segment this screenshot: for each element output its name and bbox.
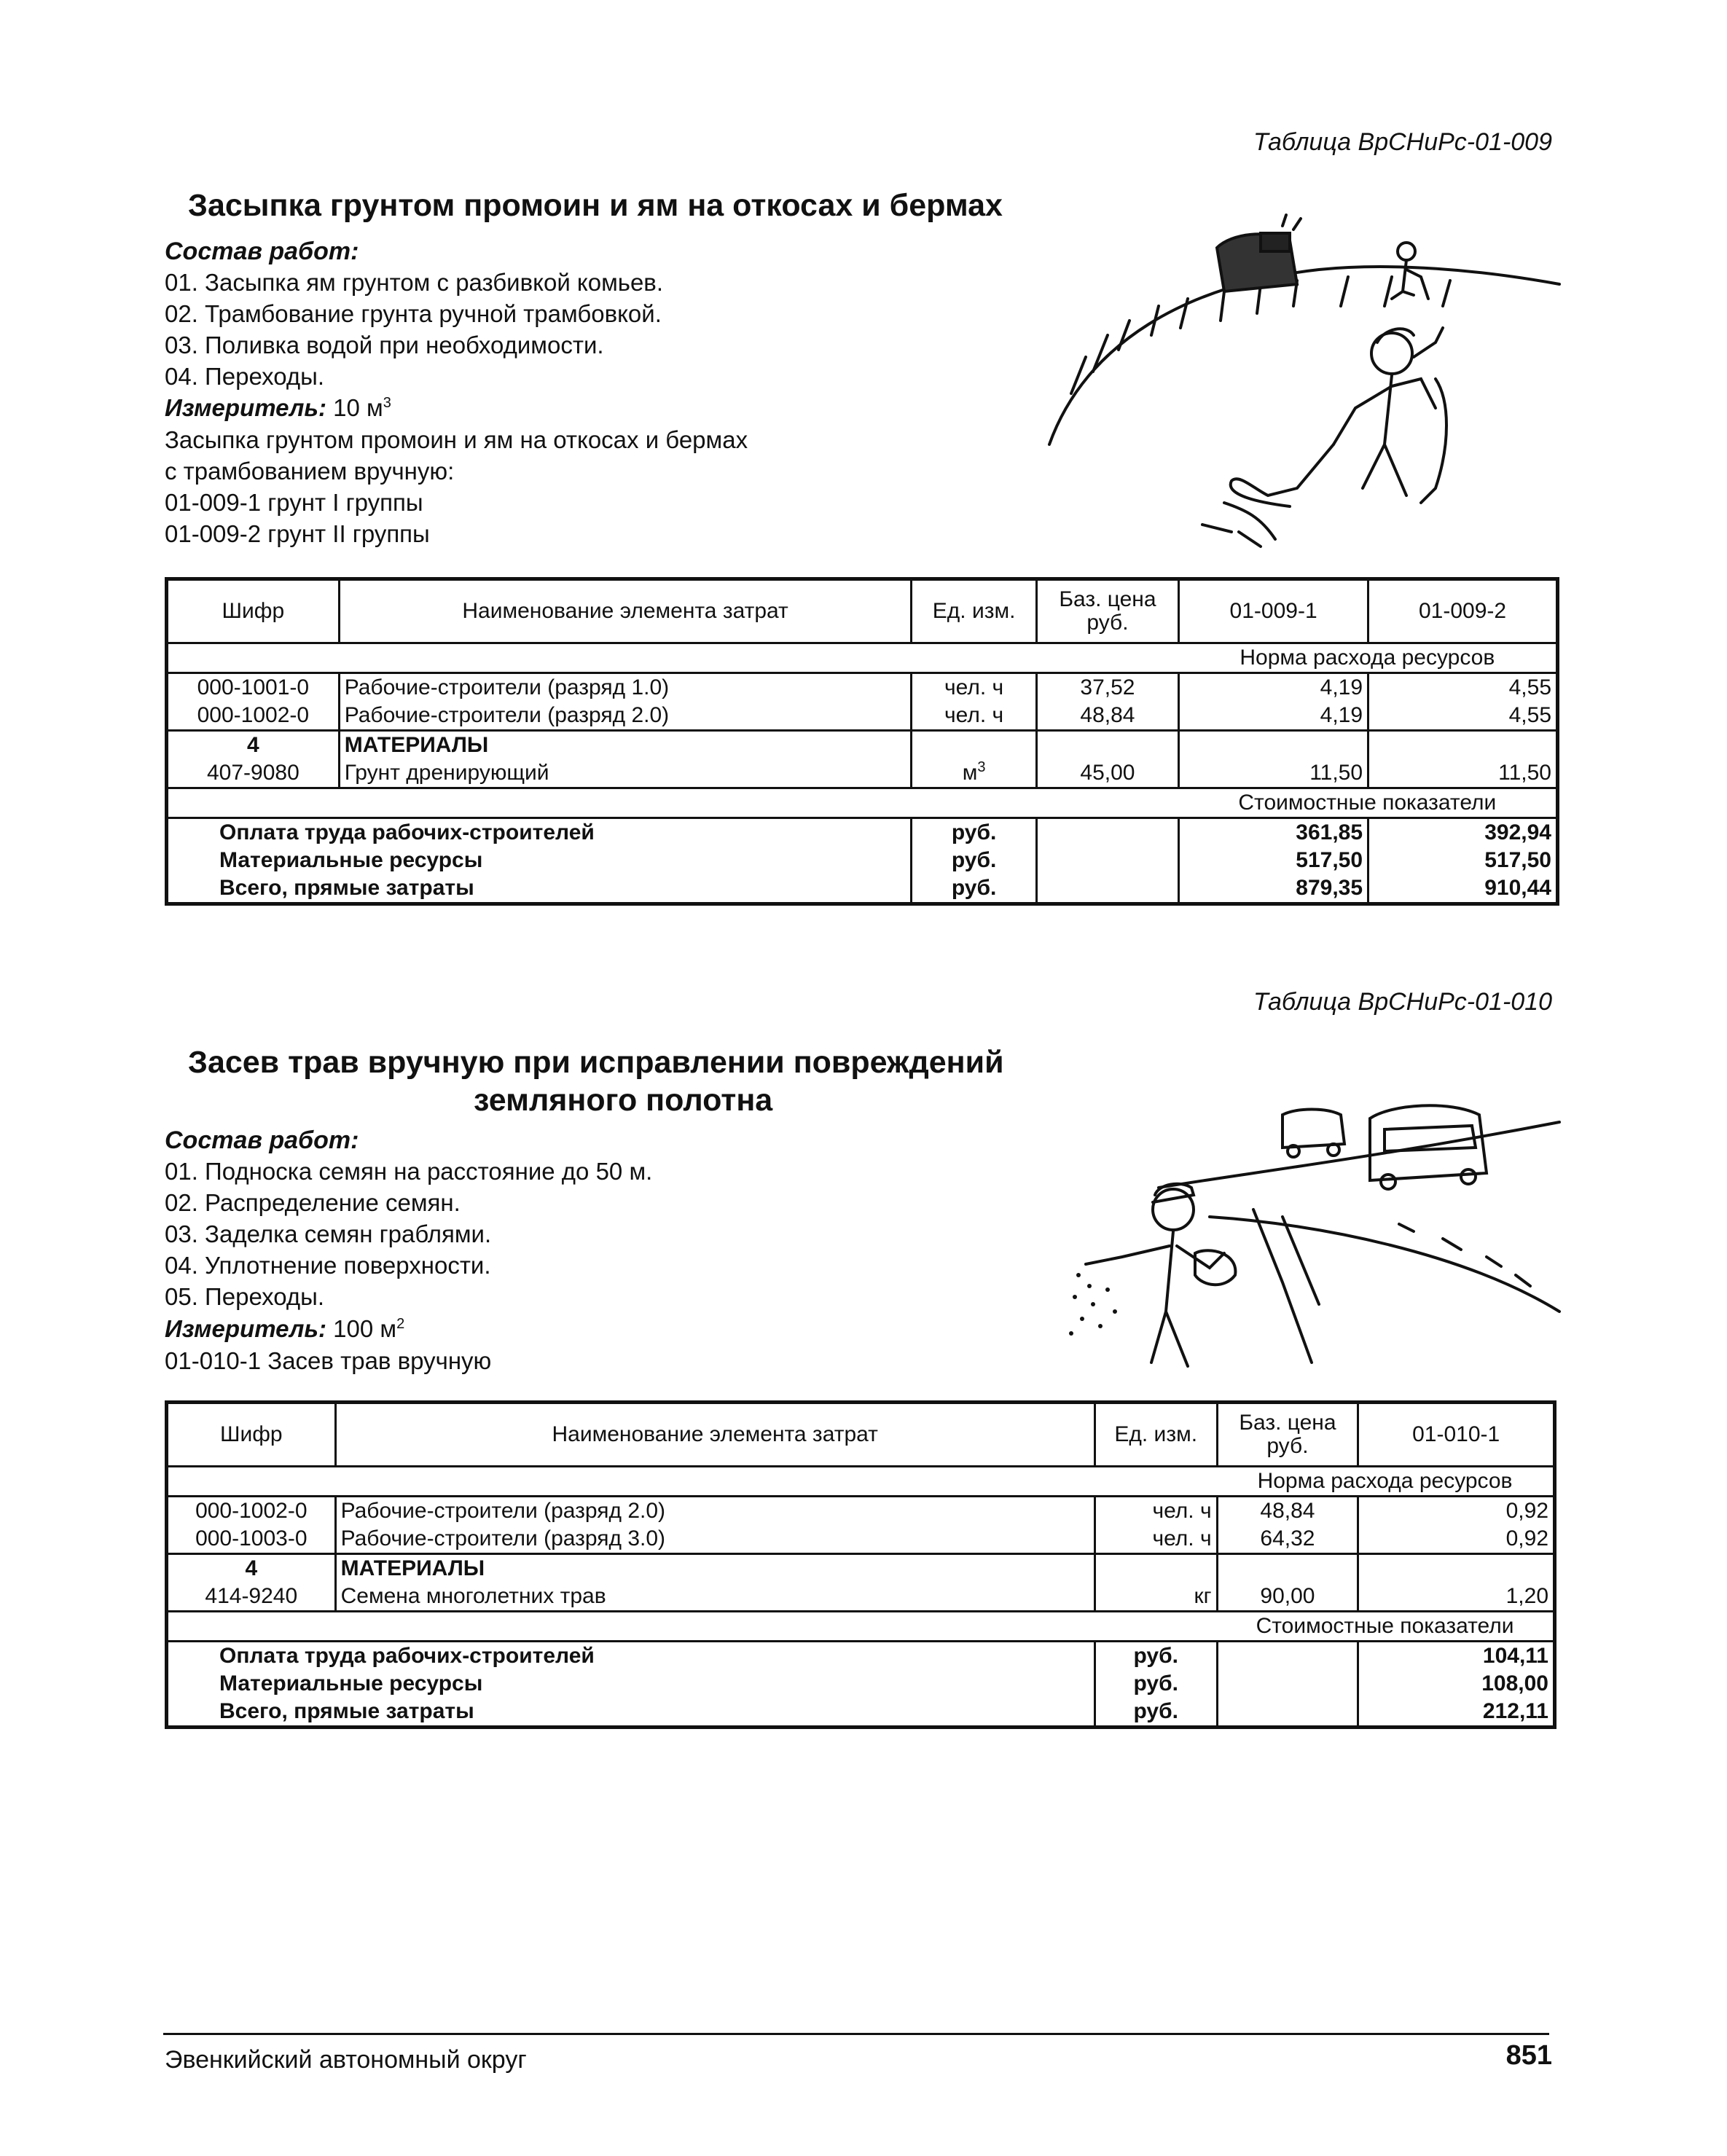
value-cell: 11,50 [1179,759,1368,788]
total-value: 104,11 [1358,1642,1555,1671]
code-cell: 407-9080 [167,759,340,788]
desc-line: 01-010-1 Засев трав вручную [165,1347,492,1374]
name-cell: Рабочие-строители (разряд 2.0) [339,702,912,731]
unit-cell: чел. ч [1094,1525,1217,1554]
price-cell: 48,84 [1036,702,1178,731]
total-name: Всего, прямые затраты [167,874,912,904]
works-heading: Состав работ: [165,238,359,265]
work-item: 02. Распределение семян. [165,1189,461,1216]
meter-power: 2 [396,1316,405,1332]
total-row [167,818,1558,847]
footer-rule [163,2033,1549,2035]
works-heading: Состав работ: [165,1126,359,1154]
total-value: 517,50 [1179,847,1368,874]
unit-cell: чел. ч [912,702,1036,731]
total-name: Материальные ресурсы [167,1670,1095,1698]
table-row [167,673,1558,702]
total-name: Всего, прямые затраты [167,1698,1095,1728]
meter [165,392,391,423]
total-value: 392,94 [1368,818,1558,847]
work-item: 03. Поливка водой при необходимости. [165,332,604,358]
price-cell: 64,32 [1217,1525,1358,1554]
table-row [167,1525,1555,1554]
col-header: Наименование элемента затрат [339,579,912,643]
price-cell: 90,00 [1217,1583,1358,1612]
value-cell: 0,92 [1358,1525,1555,1554]
resource-table [165,1400,1556,1729]
meter-label: Измеритель: [165,1315,326,1342]
total-unit: руб. [1094,1670,1217,1698]
col-header: Шифр [167,1403,336,1467]
col-header: Ед. изм. [912,579,1036,643]
code-cell: 000-1001-0 [167,673,340,702]
meter [165,1313,404,1344]
unit-cell: кг [1094,1583,1217,1612]
total-unit: руб. [912,818,1036,847]
unit-cell: чел. ч [912,673,1036,702]
work-item: 04. Переходы. [165,363,324,390]
total-row [167,874,1558,904]
price-cell: 37,52 [1036,673,1178,702]
norm-label: Норма расхода ресурсов [1217,1467,1554,1497]
total-value: 212,11 [1358,1698,1555,1728]
code-cell: 000-1003-0 [167,1525,336,1554]
slope-workers-illustration [1042,211,1567,554]
total-unit: руб. [1094,1698,1217,1728]
desc-line: 01-009-2 грунт II группы [165,520,430,547]
total-row [167,1642,1555,1671]
work-item: 04. Уплотнение поверхности. [165,1252,491,1279]
value-cell: 0,92 [1358,1497,1555,1526]
seeding-worker-illustration [1064,1100,1574,1377]
total-name: Оплата труда рабочих-строителей [167,818,912,847]
name-cell: Рабочие-строители (разряд 1.0) [339,673,912,702]
work-item: 01. Подноска семян на расстояние до 50 м. [165,1158,653,1185]
code-cell: 000-1002-0 [167,702,340,731]
works-list [165,267,663,392]
group-row [167,731,1558,760]
footer-region: Эвенкийский автономный округ [165,2046,527,2074]
col-header: Ед. изм. [1094,1403,1217,1467]
value-cell: 4,19 [1179,673,1368,702]
section-title: Засыпка грунтом промоин и ям на откосах и бермах [188,188,1003,223]
table-ref: Таблица ВрСНиРс-01-009 [1253,128,1552,156]
desc-line: с трамбованием вручную: [165,458,455,485]
total-unit: руб. [912,847,1036,874]
total-unit: руб. [912,874,1036,904]
total-row [167,1698,1555,1728]
group-name: МАТЕРИАЛЫ [335,1554,1094,1583]
section-title-line2: земляного полотна [474,1083,773,1118]
cost-row [167,788,1558,818]
total-unit: руб. [1094,1642,1217,1671]
description [165,1345,491,1376]
total-row [167,1670,1555,1698]
resource-table [165,577,1559,906]
value-cell: 4,55 [1368,673,1558,702]
value-cell: 1,20 [1358,1583,1555,1612]
meter-value: 100 м [333,1315,397,1342]
table-row [167,1583,1555,1612]
total-name: Оплата труда рабочих-строителей [167,1642,1095,1671]
header-row [167,1403,1555,1467]
col-header: Шифр [167,579,340,643]
description [165,424,748,549]
group-code: 4 [167,1554,336,1583]
col-header: 01-009-1 [1179,579,1368,643]
meter-power: 3 [383,395,391,411]
table-row [167,1497,1555,1526]
group-row [167,1554,1555,1583]
col-header: 01-010-1 [1358,1403,1555,1467]
meter-value: 10 м [333,394,383,421]
work-item: 05. Переходы. [165,1283,324,1310]
group-code: 4 [167,731,340,760]
table-row [167,759,1558,788]
price-cell: 45,00 [1036,759,1178,788]
norm-label: Норма расхода ресурсов [1179,643,1558,673]
cost-label: Стоимостные показатели [1217,1612,1554,1642]
name-cell: Рабочие-строители (разряд 2.0) [335,1497,1094,1526]
total-value: 517,50 [1368,847,1558,874]
code-cell: 414-9240 [167,1583,336,1612]
price-cell: 48,84 [1217,1497,1358,1526]
desc-line: Засыпка грунтом промоин и ям на откосах и бермах [165,426,748,453]
total-row [167,847,1558,874]
code-cell: 000-1002-0 [167,1497,336,1526]
col-header: Баз. цена руб. [1036,579,1178,643]
total-value: 879,35 [1179,874,1368,904]
work-item: 01. Засыпка ям грунтом с разбивкой комьев. [165,269,664,296]
norm-row [167,1467,1555,1497]
section-title: Засев трав вручную при исправлении повреждений [188,1045,1004,1080]
total-value: 910,44 [1368,874,1558,904]
name-cell: Грунт дренирующий [339,759,912,788]
table-row [167,702,1558,731]
group-name: МАТЕРИАЛЫ [339,731,912,760]
meter-label: Измеритель: [165,394,326,421]
col-header: Баз. цена руб. [1217,1403,1358,1467]
total-value: 361,85 [1179,818,1368,847]
total-name: Материальные ресурсы [167,847,912,874]
unit-cell: $м^3$ [912,759,1036,788]
norm-row [167,643,1558,673]
col-header: 01-009-2 [1368,579,1558,643]
table-ref: Таблица ВрСНиРс-01-010 [1253,988,1552,1016]
value-cell: 4,55 [1368,702,1558,731]
name-cell: Семена многолетних трав [335,1583,1094,1612]
total-value: 108,00 [1358,1670,1555,1698]
desc-line: 01-009-1 грунт I группы [165,489,423,516]
cost-label: Стоимостные показатели [1179,788,1558,818]
value-cell: 11,50 [1368,759,1558,788]
header-row [167,579,1558,643]
work-item: 02. Трамбование грунта ручной трамбовкой. [165,300,662,327]
value-cell: 4,19 [1179,702,1368,731]
work-item: 03. Заделка семян граблями. [165,1220,492,1247]
cost-row [167,1612,1555,1642]
col-header: Наименование элемента затрат [335,1403,1094,1467]
page-number: 851 [1505,2040,1552,2071]
name-cell: Рабочие-строители (разряд 3.0) [335,1525,1094,1554]
unit-cell: чел. ч [1094,1497,1217,1526]
works-list [165,1156,652,1312]
